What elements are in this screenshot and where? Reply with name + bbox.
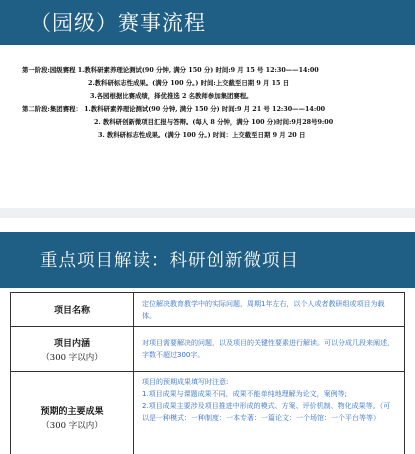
content-line: 2.项目成果主要涉及项目推进中形成的模式、方案、评价机制、物化成果等。（可以是一种模式：一种制度：一本专著：一篇论文：一个场馆：一个平台等等） bbox=[142, 402, 391, 422]
stage-line: 3.各园根据比赛成绩，择优推选 2 名教师参加集团赛程。 bbox=[90, 92, 253, 100]
slide-project-interpretation bbox=[0, 232, 415, 454]
row-header-sublabel: （300 字以内） bbox=[41, 352, 103, 363]
slide-bottom-strip bbox=[0, 208, 415, 218]
row-header-label: 项目名称 bbox=[53, 306, 90, 316]
row-content bbox=[134, 372, 405, 454]
slide-competition-process bbox=[0, 0, 415, 218]
table-row bbox=[11, 327, 405, 372]
row-header bbox=[11, 372, 134, 454]
table-row bbox=[11, 293, 405, 327]
content-line: 项目的预期成果填写时注意: bbox=[142, 378, 229, 386]
stage-line: 2.教科研标志性成果。(满分 100 分。) 时间:上交截至日期 9 月 15 日 bbox=[88, 79, 290, 87]
stage-line: 3. 教科研标志性成果。(满分 100 分。) 时间：上交截至日期 9 月 20 日 bbox=[98, 131, 306, 139]
content-line: 1.项目成果与课题成果不同，成果不能单纯地理解为论文，案例等; bbox=[142, 390, 348, 398]
row-header bbox=[11, 327, 134, 372]
row-header-sublabel: （300 字以内） bbox=[41, 421, 103, 431]
slide-title: 重点项目解读：科研创新微项目 bbox=[40, 251, 299, 271]
stage-line: 第一阶段:园级赛程 1.教科研素养理论测试(90 分钟, 满分 150 分) 时间:9 月 15 号 12:30——14:00 bbox=[22, 66, 319, 74]
row-header-label: 项目内涵 bbox=[53, 338, 90, 349]
row-content bbox=[134, 327, 405, 372]
table-row bbox=[11, 372, 405, 454]
content-line: 对项目需要解决的问题，以及项目的关键性要素进行解读。可以分成几段来阐述，字数不超过300字。 bbox=[142, 339, 394, 359]
row-header-label: 预期的主要成果 bbox=[40, 407, 104, 417]
content-line: 定位解决教育教学中的实际问题，周期1年左右，以个人或者教研组或项目为载体。 bbox=[142, 299, 385, 320]
stage-line: 2. 教科研创新微项目汇报与答辩。(每人 8 分钟，满分 100 分)时间:9月28号9:00 bbox=[94, 118, 334, 126]
title-banner bbox=[0, 0, 415, 45]
project-table bbox=[10, 292, 405, 454]
stage-line: 第二阶段:集团赛程： 1.教科研素养理论测试(90 分钟, 满分 150 分) 时间:9 月 21 号 12:30——14:00 bbox=[22, 105, 326, 113]
row-header bbox=[11, 293, 134, 327]
slide-title: （园级）赛事流程 bbox=[30, 11, 206, 35]
title-banner bbox=[0, 232, 415, 288]
row-content bbox=[134, 293, 405, 327]
stage-list bbox=[22, 64, 402, 142]
